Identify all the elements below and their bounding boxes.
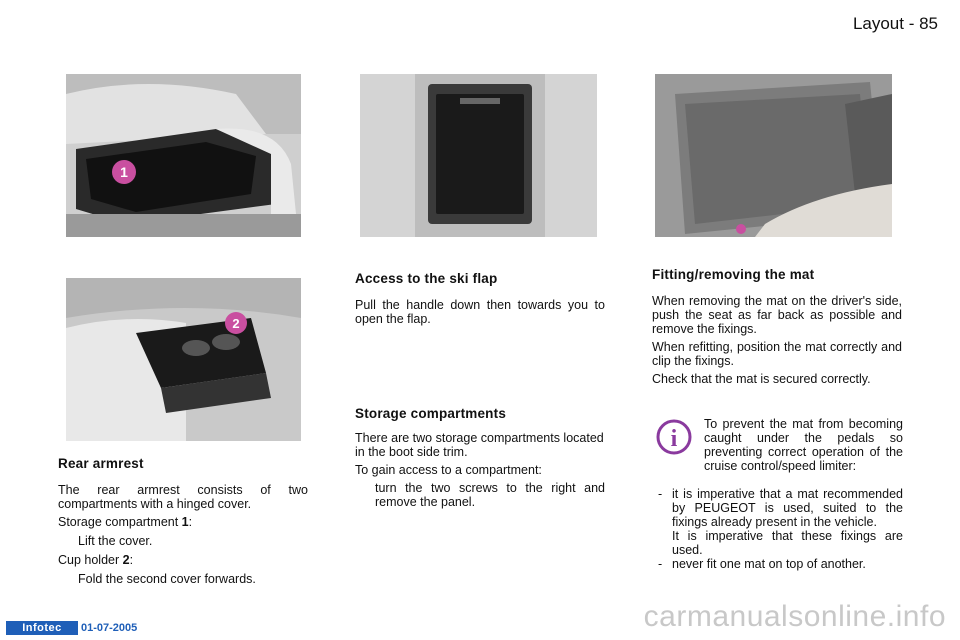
storage-text-1: There are two storage compartments located in the boot side trim. (355, 431, 604, 459)
mat-warning-item-1b (652, 529, 903, 557)
photo-ski-flap (360, 74, 597, 237)
storage-compartment-label: Storage compartment (58, 515, 182, 529)
mat-warning-item-1b-text: It is imperative that these fixings are used. (672, 529, 903, 557)
mat-warning-item-2-text: never fit one mat on top of another. (672, 557, 866, 571)
cup-holder-number: 2 (122, 553, 130, 567)
callout-1-number: 1 (120, 164, 128, 180)
storage-step-text: turn the two screws to the right and remove the panel. (375, 481, 605, 509)
storage-compartment-number: 1 (181, 515, 189, 529)
mat-warning-list (652, 487, 903, 571)
cup-colon: : (129, 553, 134, 567)
storage-title: Storage compartments (355, 406, 507, 421)
mat-warning-text: To prevent the mat from becoming caught under the pedals so preventing correct operation of the cruise control/speed limiter: (704, 417, 903, 473)
section-floor-mat (652, 267, 902, 386)
dash-marker: - (658, 487, 663, 501)
footer-date: 01-07-2005 (81, 622, 138, 634)
rear-armrest-title: Rear armrest (58, 456, 144, 471)
storage-text-2: To gain access to a compartment: (355, 463, 542, 477)
mat-warning-item-1 (652, 487, 903, 529)
mat-paragraph-2: When refitting, position the mat correctly and clip the fixings. (652, 340, 902, 368)
storage-compartment-line (58, 515, 308, 529)
photo-armrest-storage (66, 74, 301, 237)
info-icon-glyph: i (670, 426, 678, 452)
mat-warning (704, 417, 903, 473)
cup-holder-line (58, 553, 308, 567)
step-fold-cover-text: Fold the second cover forwards. (78, 572, 256, 586)
mat-paragraph-1: When removing the mat on the driver's side, push the seat as far back as possible and remove the fixings. (652, 294, 902, 336)
mat-title: Fitting/removing the mat (652, 267, 815, 282)
section-storage-compartments (355, 406, 605, 509)
dash-marker: - (658, 557, 663, 571)
section-ski-flap (355, 271, 605, 326)
step-fold-cover (58, 572, 308, 586)
step-lift-cover (58, 534, 308, 548)
cup-holder-label: Cup holder (58, 553, 123, 567)
mat-paragraph-3: Check that the mat is secured correctly. (652, 372, 871, 386)
step-lift-cover-text: Lift the cover. (78, 534, 153, 548)
info-icon (656, 419, 692, 455)
callout-2-number: 2 (232, 316, 240, 331)
ski-flap-text: Pull the handle down then towards you to open the flap. (355, 298, 605, 326)
mat-warning-item-2 (652, 557, 903, 571)
mat-warning-item-1-text: it is imperative that a mat recommended by PEUGEOT is used, suited to the fixings already present in the vehicle. (672, 487, 903, 529)
photo-cup-holder (66, 278, 301, 441)
ski-flap-title: Access to the ski flap (355, 271, 498, 286)
storage-colon: : (188, 515, 193, 529)
storage-step (355, 481, 605, 509)
rear-armrest-intro: The rear armrest consists of two compartments with a hinged cover. (58, 483, 308, 511)
page-header: Layout - 85 (852, 14, 938, 33)
photo-floor-mat (655, 74, 892, 237)
watermark: carmanualsonline.info (643, 600, 946, 633)
section-rear-armrest (58, 456, 308, 586)
infotec-logo: Infotec (6, 621, 78, 635)
